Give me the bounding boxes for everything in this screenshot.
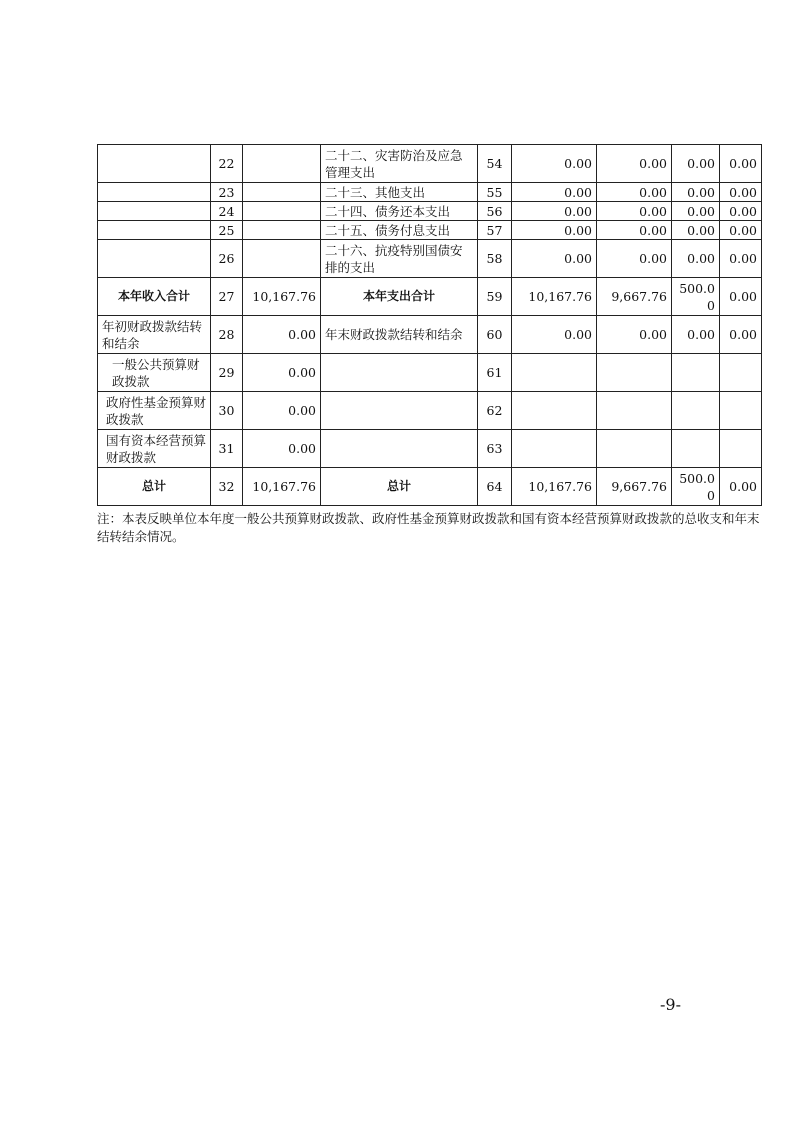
expense-other: 0.00 (720, 468, 762, 506)
income-row-number: 28 (211, 316, 243, 354)
income-label: 总计 (98, 468, 211, 506)
page-number: -9- (660, 995, 681, 1014)
income-label: 年初财政拨款结转和结余 (98, 316, 211, 354)
income-amount (243, 145, 321, 183)
table-row (98, 430, 762, 468)
expense-other (720, 354, 762, 392)
expense-row-number: 55 (478, 183, 512, 202)
table-row (98, 183, 762, 202)
income-amount (243, 202, 321, 221)
expense-label: 本年支出合计 (321, 278, 478, 316)
income-row-number: 25 (211, 221, 243, 240)
expense-label: 二十二、灾害防治及应急管理支出 (321, 145, 478, 183)
expense-label: 二十四、债务还本支出 (321, 202, 478, 221)
income-amount: 0.00 (243, 316, 321, 354)
income-label: 政府性基金预算财政拨款 (98, 392, 211, 430)
table-row (98, 240, 762, 278)
expense-project: 0.00 (672, 221, 720, 240)
expense-other: 0.00 (720, 221, 762, 240)
income-row-number: 29 (211, 354, 243, 392)
income-row-number: 24 (211, 202, 243, 221)
expense-row-number: 54 (478, 145, 512, 183)
expense-project: 0.00 (672, 240, 720, 278)
expense-label: 总计 (321, 468, 478, 506)
expense-total: 0.00 (512, 145, 597, 183)
table-row (98, 392, 762, 430)
expense-project: 0.00 (672, 202, 720, 221)
expense-label (321, 430, 478, 468)
table-row (98, 145, 762, 183)
expense-basic: 9,667.76 (597, 278, 672, 316)
expense-row-number: 56 (478, 202, 512, 221)
income-amount: 0.00 (243, 354, 321, 392)
expense-total: 0.00 (512, 183, 597, 202)
expense-project: 500.00 (672, 278, 720, 316)
expense-total: 10,167.76 (512, 278, 597, 316)
table-row (98, 221, 762, 240)
expense-project: 0.00 (672, 183, 720, 202)
income-row-number: 23 (211, 183, 243, 202)
expense-basic (597, 430, 672, 468)
expense-project: 500.00 (672, 468, 720, 506)
expense-total: 0.00 (512, 240, 597, 278)
expense-basic: 0.00 (597, 183, 672, 202)
expense-other (720, 430, 762, 468)
income-amount (243, 221, 321, 240)
expense-other (720, 392, 762, 430)
expense-project (672, 354, 720, 392)
table-footnote: 注：本表反映单位本年度一般公共预算财政拨款、政府性基金预算财政拨款和国有资本经营预算财政拨款的总收支和年末结转结余情况。 (97, 511, 760, 544)
expense-basic: 0.00 (597, 145, 672, 183)
table-row (98, 316, 762, 354)
income-label (98, 202, 211, 221)
expense-total: 0.00 (512, 316, 597, 354)
expense-total: 10,167.76 (512, 468, 597, 506)
income-row-number: 30 (211, 392, 243, 430)
expense-total: 0.00 (512, 221, 597, 240)
expense-other: 0.00 (720, 183, 762, 202)
expense-project (672, 392, 720, 430)
income-row-number: 22 (211, 145, 243, 183)
income-amount: 0.00 (243, 392, 321, 430)
expense-basic (597, 354, 672, 392)
expense-basic (597, 392, 672, 430)
expense-total (512, 392, 597, 430)
expense-other: 0.00 (720, 278, 762, 316)
expense-other: 0.00 (720, 145, 762, 183)
income-amount (243, 240, 321, 278)
expense-basic: 9,667.76 (597, 468, 672, 506)
expense-basic: 0.00 (597, 240, 672, 278)
table-row-subtotal (98, 278, 762, 316)
expense-total (512, 354, 597, 392)
expense-project: 0.00 (672, 316, 720, 354)
income-row-number: 27 (211, 278, 243, 316)
income-label (98, 221, 211, 240)
expense-row-number: 57 (478, 221, 512, 240)
financial-appropriation-table (97, 144, 762, 506)
income-label (98, 145, 211, 183)
expense-other: 0.00 (720, 240, 762, 278)
expense-row-number: 61 (478, 354, 512, 392)
income-label: 国有资本经营预算财政拨款 (98, 430, 211, 468)
income-row-number: 31 (211, 430, 243, 468)
income-amount: 10,167.76 (243, 278, 321, 316)
table-row (98, 202, 762, 221)
expense-other: 0.00 (720, 316, 762, 354)
expense-row-number: 58 (478, 240, 512, 278)
income-label (98, 183, 211, 202)
expense-label: 二十三、其他支出 (321, 183, 478, 202)
expense-project (672, 430, 720, 468)
expense-total (512, 430, 597, 468)
income-row-number: 26 (211, 240, 243, 278)
expense-row-number: 64 (478, 468, 512, 506)
expense-row-number: 60 (478, 316, 512, 354)
income-amount (243, 183, 321, 202)
expense-label: 二十六、抗疫特别国债安排的支出 (321, 240, 478, 278)
expense-basic: 0.00 (597, 316, 672, 354)
expense-label (321, 354, 478, 392)
table-row-grand-total (98, 468, 762, 506)
expense-basic: 0.00 (597, 221, 672, 240)
income-amount: 10,167.76 (243, 468, 321, 506)
expense-project: 0.00 (672, 145, 720, 183)
table-row (98, 354, 762, 392)
expense-row-number: 62 (478, 392, 512, 430)
income-label: 一般公共预算财政拨款 (98, 354, 211, 392)
expense-total: 0.00 (512, 202, 597, 221)
expense-label: 年末财政拨款结转和结余 (321, 316, 478, 354)
income-amount: 0.00 (243, 430, 321, 468)
expense-label (321, 392, 478, 430)
expense-row-number: 63 (478, 430, 512, 468)
expense-label: 二十五、债务付息支出 (321, 221, 478, 240)
income-row-number: 32 (211, 468, 243, 506)
income-label: 本年收入合计 (98, 278, 211, 316)
expense-basic: 0.00 (597, 202, 672, 221)
income-label (98, 240, 211, 278)
expense-other: 0.00 (720, 202, 762, 221)
expense-row-number: 59 (478, 278, 512, 316)
